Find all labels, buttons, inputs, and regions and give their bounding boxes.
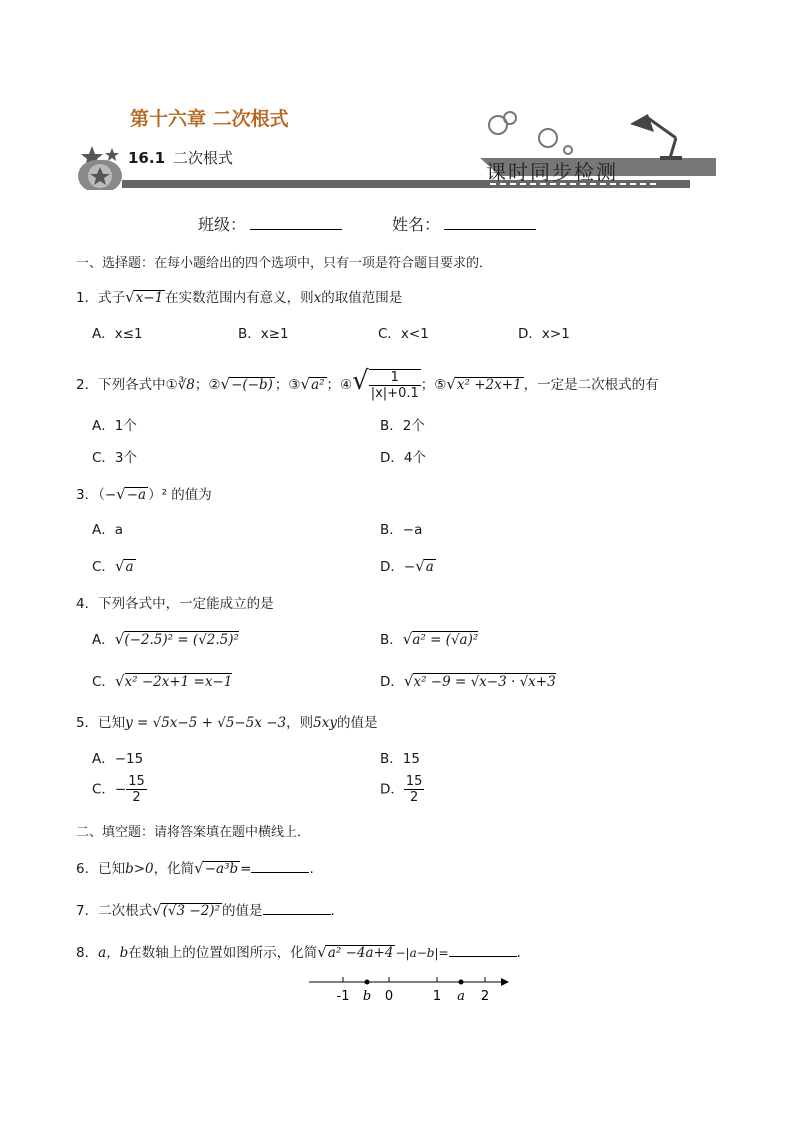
- question-8: 8．a，b在数轴上的位置如图所示，化简√a² −4a+4 −|a−b|= .: [76, 943, 521, 961]
- question-3: 3．（−√−a ）² 的值为: [76, 485, 212, 503]
- q5-expr: y = √5x−5 + √5−5x −3: [125, 715, 287, 731]
- q2-sep: ；⑤: [420, 377, 447, 393]
- q3-suffix: ）² 的值为: [148, 487, 212, 503]
- q4-option-d[interactable]: D．√x² −9 = √x−3 · √x+3: [380, 672, 556, 690]
- question-1: 1．式子√x−1 在实数范围内有意义，则x的取值范围是: [76, 288, 403, 306]
- q3-option-d-radicand: a: [425, 559, 434, 575]
- section-number: 16.1: [128, 149, 166, 167]
- q4-option-d-label: D．: [380, 674, 404, 690]
- class-blank[interactable]: [250, 213, 342, 230]
- q8-end: .: [516, 945, 521, 961]
- q2-sep: ；②: [194, 377, 221, 393]
- number-line: [305, 972, 510, 1010]
- bubble-icon: [564, 146, 572, 154]
- q1-radicand: x−1: [135, 290, 164, 306]
- q7-end: .: [330, 903, 335, 919]
- q2-sep: ；④: [326, 377, 353, 393]
- q5-prefix: 5．已知: [76, 715, 126, 731]
- q8-tail: −|a−b|=: [395, 946, 449, 960]
- tick-label: 1: [432, 989, 442, 1004]
- class-field: [198, 212, 342, 235]
- q1-suffix: 的取值范围是: [321, 290, 403, 306]
- q6-mid: ，化简: [153, 861, 195, 877]
- q2-option-b[interactable]: B．2个: [380, 418, 425, 434]
- q5-option-d[interactable]: [380, 774, 424, 805]
- q1-var: x: [313, 290, 322, 306]
- q4-option-d-expr: x² −9 = √x−3 · √x+3: [413, 674, 556, 690]
- q3-option-c-radicand: a: [125, 559, 134, 575]
- q2-item2: −(−b): [231, 377, 273, 393]
- q4-stem: 4．下列各式中，一定能成立的是: [76, 596, 274, 612]
- bubble-icon: [504, 112, 516, 124]
- q7-answer-blank[interactable]: [263, 901, 331, 915]
- tick-label: -1: [336, 989, 350, 1004]
- q5-option-c[interactable]: [92, 774, 147, 805]
- q3-prefix: 3．（−: [76, 487, 117, 503]
- part2-intro: 二、填空题：请将答案填在题中横线上．: [76, 825, 311, 840]
- point-a: [459, 980, 464, 985]
- q5-option-d-num: 15: [405, 774, 423, 789]
- section-name: 二次根式: [173, 149, 234, 167]
- q4-option-b[interactable]: B．√a² = (√a)²: [380, 630, 479, 648]
- q5-option-c-den: 2: [132, 790, 141, 805]
- lamp-icon: [630, 114, 682, 160]
- q3-radicand: −a: [126, 487, 147, 503]
- q2-item1: ∛8: [177, 377, 195, 393]
- q4-option-a-expr: (−2.5)² = (√2.5)²: [124, 632, 239, 648]
- q6-radicand: −a³b: [204, 861, 239, 877]
- q4-option-a[interactable]: A．√(−2.5)² = (√2.5)²: [92, 630, 239, 648]
- q1-prefix: 1．式子: [76, 290, 126, 306]
- point-label-b: b: [362, 989, 372, 1004]
- tick-label: 2: [480, 989, 490, 1004]
- q2-option-a[interactable]: A．1个: [92, 418, 137, 434]
- q2-item4: [369, 369, 421, 401]
- chapter-title: 第十六章 二次根式: [130, 108, 289, 130]
- bubble-icon: [539, 129, 557, 147]
- q8-mid: 在数轴上的位置如图所示，化简: [128, 945, 318, 961]
- question-2: 2．下列各式中①∛8；②√−(−b) ；③√a² ；④√ $\frac{1}{|x|+0.1}$ ；⑤√x² +2x+1 ，一定是二次根式的有: [76, 366, 659, 401]
- q5-option-c-num: 15: [128, 774, 145, 789]
- q5-option-d-den: 2: [410, 790, 419, 805]
- q4-option-c-label: C．: [92, 674, 115, 690]
- q5-target: 5xy: [313, 715, 337, 731]
- point-label-a: a: [457, 989, 465, 1004]
- q8-vars: a，b: [98, 945, 129, 961]
- q6-suffix: =: [240, 861, 252, 877]
- part1-intro: 一、选择题：在每小题给出的四个选项中，只有一项是符合题目要求的．: [76, 256, 493, 271]
- q4-option-c[interactable]: C．√x² −2x+1 =x−1: [92, 672, 233, 690]
- q5-option-d-label: D．: [380, 781, 404, 798]
- q2-option-c[interactable]: C．3个: [92, 450, 138, 466]
- q1-option-d[interactable]: D．x>1: [518, 326, 570, 342]
- question-7: 7．二次根式√(√3 −2)² 的值是 .: [76, 901, 335, 919]
- q2-item5: x² +2x+1: [456, 377, 522, 393]
- q2-prefix: 2．下列各式中①: [76, 377, 178, 393]
- name-field: [392, 212, 536, 235]
- banner-label: 课时同步检测: [486, 160, 618, 184]
- q4-option-b-label: B．: [380, 632, 403, 648]
- q5-option-b[interactable]: B．15: [380, 751, 420, 767]
- section-title: [128, 147, 233, 168]
- q8-radicand: a² −4a+4: [327, 945, 394, 961]
- name-label: 姓名：: [392, 215, 441, 234]
- q6-condition: b>0: [125, 861, 154, 877]
- q7-prefix: 7．二次根式: [76, 903, 153, 919]
- q3-option-b[interactable]: B．−a: [380, 522, 423, 538]
- q4-option-c-expr: x² −2x+1 =x−1: [124, 674, 233, 690]
- q2-option-d[interactable]: D．4个: [380, 450, 426, 466]
- q1-option-c[interactable]: C．x<1: [378, 326, 429, 342]
- q2-item3: a²: [311, 377, 325, 393]
- q3-option-d-label: D．−: [380, 559, 416, 575]
- q6-answer-blank[interactable]: [251, 859, 309, 873]
- q7-suffix: 的值是: [222, 903, 263, 919]
- arrow-icon: [501, 978, 509, 986]
- q8-prefix: 8．: [76, 945, 99, 961]
- q1-mid: 在实数范围内有意义，则: [165, 290, 314, 306]
- q2-item4-num: 1: [369, 370, 421, 386]
- q7-radicand: (√3 −2)²: [162, 903, 220, 919]
- q2-suffix: ，一定是二次根式的有: [523, 377, 659, 393]
- q3-option-c-label: C．: [92, 559, 115, 575]
- q5-option-c-label: C．−: [92, 781, 127, 798]
- star-icon: [105, 148, 119, 161]
- q1-option-a[interactable]: A．x≤1: [92, 326, 143, 342]
- q4-option-b-expr: a² = (√a)²: [412, 632, 479, 648]
- question-5: [76, 711, 377, 731]
- q5-mid: ，则: [286, 715, 314, 731]
- q8-answer-blank[interactable]: [449, 943, 517, 957]
- question-6: 6．已知b>0，化简√−a³b = .: [76, 859, 314, 877]
- q6-end: .: [309, 861, 314, 877]
- class-label: 班级：: [198, 215, 247, 234]
- q2-item4-den: |x|+0.1: [370, 386, 419, 401]
- point-b: [365, 980, 370, 985]
- name-blank[interactable]: [444, 213, 536, 230]
- q3-option-c[interactable]: C．√a: [92, 557, 134, 575]
- tick-label: 0: [384, 989, 394, 1004]
- q4-option-a-label: A．: [92, 632, 115, 648]
- q6-prefix: 6．已知: [76, 861, 126, 877]
- q3-option-a[interactable]: A．a: [92, 522, 124, 538]
- q5-suffix: 的值是: [336, 715, 378, 731]
- q5-option-a[interactable]: A．−15: [92, 751, 144, 767]
- q1-option-b[interactable]: B．x≥1: [238, 326, 289, 342]
- q3-option-d[interactable]: D．−√a: [380, 557, 434, 575]
- q2-sep: ；③: [274, 377, 301, 393]
